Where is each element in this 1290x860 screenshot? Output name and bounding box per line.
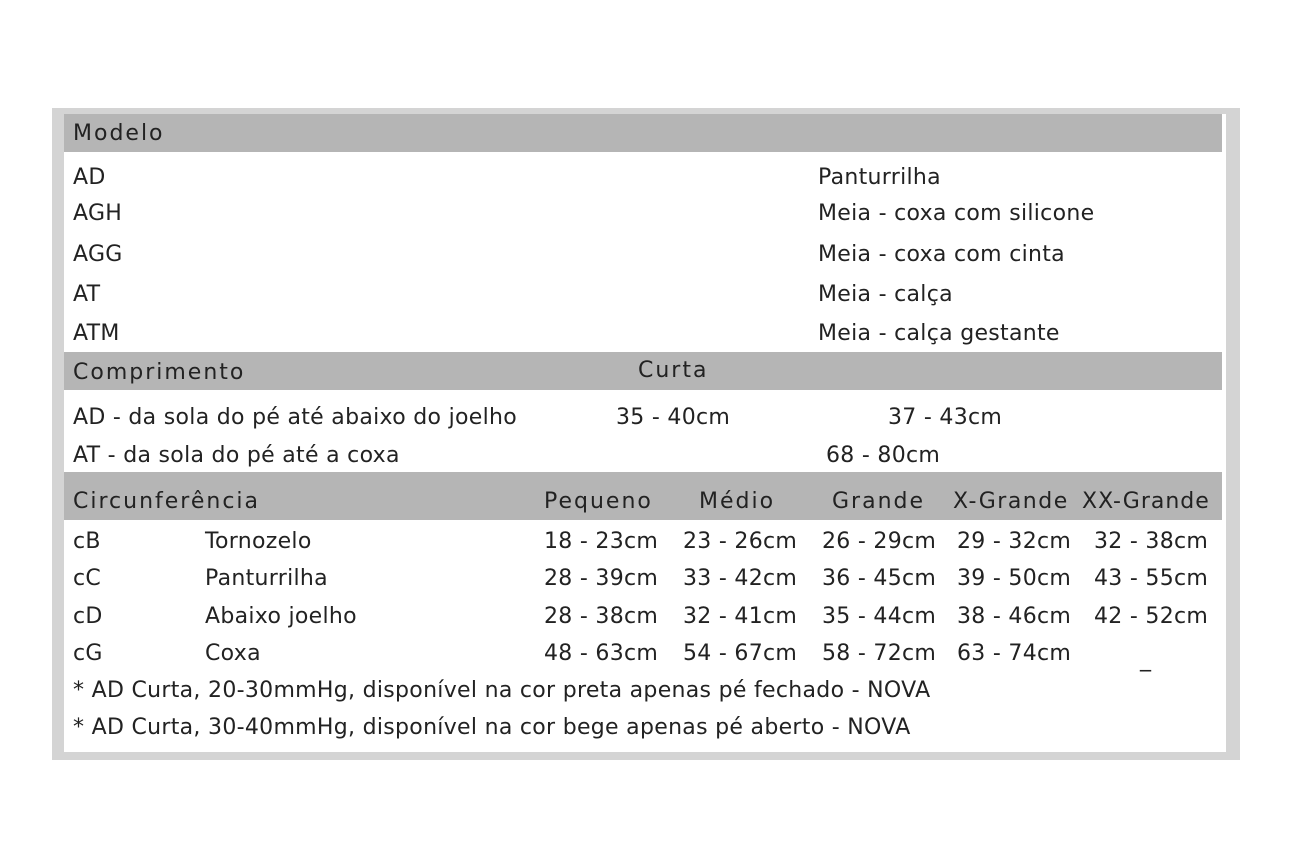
size-header: Pequeno bbox=[544, 489, 653, 514]
modelo-desc: Meia - coxa com silicone bbox=[818, 201, 1095, 226]
circ-value: 32 - 41cm bbox=[683, 604, 798, 629]
circ-value: 29 - 32cm bbox=[957, 529, 1072, 554]
modelo-code: ATM bbox=[73, 321, 120, 346]
circ-value: 26 - 29cm bbox=[822, 529, 937, 554]
circ-code: cD bbox=[73, 604, 103, 629]
circ-value: 36 - 45cm bbox=[822, 566, 937, 591]
footnote: * AD Curta, 20-30mmHg, disponível na cor preta apenas pé fechado - NOVA bbox=[73, 678, 931, 703]
circ-value: 23 - 26cm bbox=[683, 529, 798, 554]
circ-code: cB bbox=[73, 529, 101, 554]
modelo-code: AGG bbox=[73, 242, 123, 267]
size-header: Médio bbox=[699, 489, 776, 514]
comprimento-label: AD - da sola do pé até abaixo do joelho bbox=[73, 405, 517, 430]
circ-label: Tornozelo bbox=[205, 529, 312, 554]
size-header: Grande bbox=[832, 489, 926, 514]
circ-value: 58 - 72cm bbox=[822, 641, 937, 666]
modelo-desc: Panturrilha bbox=[818, 165, 941, 190]
circ-value-empty: _ bbox=[1140, 647, 1152, 672]
circ-value: 63 - 74cm bbox=[957, 641, 1072, 666]
size-header: X-Grande bbox=[953, 489, 1069, 514]
circ-value: 32 - 38cm bbox=[1094, 529, 1209, 554]
comprimento-other-value: 68 - 80cm bbox=[826, 443, 941, 468]
modelo-desc: Meia - coxa com cinta bbox=[818, 242, 1065, 267]
circ-value: 33 - 42cm bbox=[683, 566, 798, 591]
circ-label: Panturrilha bbox=[205, 566, 328, 591]
circ-value: 43 - 55cm bbox=[1094, 566, 1209, 591]
comprimento-other-value: 37 - 43cm bbox=[888, 405, 1003, 430]
circunferencia-header: Circunferência bbox=[73, 489, 261, 514]
circ-value: 35 - 44cm bbox=[822, 604, 937, 629]
circ-value: 39 - 50cm bbox=[957, 566, 1072, 591]
comprimento-label: AT - da sola do pé até a coxa bbox=[73, 443, 400, 468]
modelo-desc: Meia - calça gestante bbox=[818, 321, 1060, 346]
comprimento-header: Comprimento bbox=[73, 360, 246, 385]
footnote: * AD Curta, 30-40mmHg, disponível na cor bege apenas pé aberto - NOVA bbox=[73, 715, 911, 740]
circ-value: 18 - 23cm bbox=[544, 529, 659, 554]
modelo-code: AD bbox=[73, 165, 106, 190]
modelo-code: AGH bbox=[73, 201, 123, 226]
circ-value: 28 - 39cm bbox=[544, 566, 659, 591]
size-header: XX-Grande bbox=[1082, 489, 1210, 514]
modelo-code: AT bbox=[73, 282, 101, 307]
modelo-header: Modelo bbox=[73, 121, 165, 146]
circ-value: 38 - 46cm bbox=[957, 604, 1072, 629]
comprimento-col-curta: Curta bbox=[638, 358, 709, 383]
circ-code: cC bbox=[73, 566, 102, 591]
circ-label: Coxa bbox=[205, 641, 261, 666]
modelo-header-bar bbox=[64, 114, 1222, 152]
circ-value: 42 - 52cm bbox=[1094, 604, 1209, 629]
circ-value: 54 - 67cm bbox=[683, 641, 798, 666]
circ-label: Abaixo joelho bbox=[205, 604, 357, 629]
circ-value: 28 - 38cm bbox=[544, 604, 659, 629]
modelo-desc: Meia - calça bbox=[818, 282, 953, 307]
comprimento-curta-value: 35 - 40cm bbox=[616, 405, 731, 430]
circ-code: cG bbox=[73, 641, 103, 666]
circ-value: 48 - 63cm bbox=[544, 641, 659, 666]
